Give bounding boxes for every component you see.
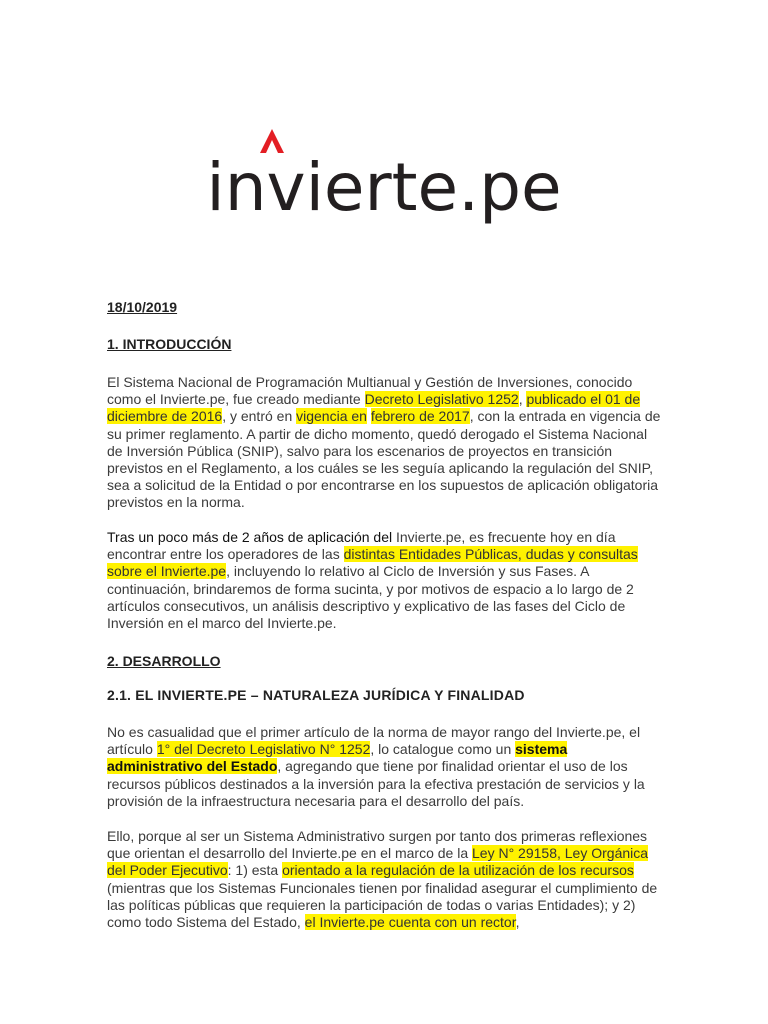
section-heading-desarrollo: 2. DESARROLLO <box>107 653 221 669</box>
section-heading-introduccion: 1. INTRODUCCIÓN <box>107 336 232 352</box>
logo-text: invierte.pe <box>206 149 562 226</box>
dev-paragraph-2: Ello, porque al ser un Sistema Administrativo surgen por tanto dos primeras reflexiones que orientan el desarrollo del Invierte.pe en el marco de la Ley N° 29158, Ley Orgánica del Poder Ejecutivo: 1) esta orientado a la regulación de la utilización de los recursos (mientras que los Sistemas Funcionales tienen por finalidad asegurar el cumplimiento de las políticas públicas que requieren la participación de todas o varias Entidades); y 2) como todo Sistema del Estado, el Invierte.pe cuenta con un rector, <box>107 828 658 931</box>
intro-paragraph-1: El Sistema Nacional de Programación Multianual y Gestión de Inversiones, conocido como el Invierte.pe, fue creado mediante Decreto Legislativo 1252, publicado el 01 de diciembre de 2016, y entró en vigencia en febrero de 2017, con la entrada en vigencia de su primer reglamento. A partir de dicho momento, quedó derogado el Sistema Nacional de Inversión Pública (SNIP), salvo para los escenarios de proyectos en transición previstos en el Reglamento, a los cuáles se les seguía aplicando la regulación del SNIP, sea a solicitud de la Entidad o por encontrarse en los supuestos de aplicación obligatoria previstos en la norma. <box>107 374 661 511</box>
invierte-pe-logo <box>0 118 768 228</box>
dev-paragraph-1: No es casualidad que el primer artículo de la norma de mayor rango del Invierte.pe, el artículo 1° del Decreto Legislativo N° 1252, lo catalogue como un sistema administrativo del Estado, agregando que tiene por finalidad orientar el uso de los recursos públicos destinados a la inversión para la efectiva prestación de servicios y la provisión de la infraestructura necesaria para el desarrollo del país. <box>107 724 645 809</box>
subsection-heading-naturaleza: 2.1. EL INVIERTE.PE – NATURALEZA JURÍDICA Y FINALIDAD <box>107 687 525 703</box>
article-date: 18/10/2019 <box>107 299 178 315</box>
intro-paragraph-2: Tras un poco más de 2 años de aplicación del Invierte.pe, es frecuente hoy en día encontrar entre los operadores de las distintas Entidades Públicas, dudas y consultas sobre el Invierte.pe, incluyendo lo relativo al Ciclo de Inversión y sus Fases. A continuación, brindaremos de forma sucinta, y por motivos de espacio a lo largo de 2 artículos consecutivos, un análisis descriptivo y explicativo de las fases del Ciclo de Inversión en el marco del Invierte.pe. <box>107 529 638 632</box>
